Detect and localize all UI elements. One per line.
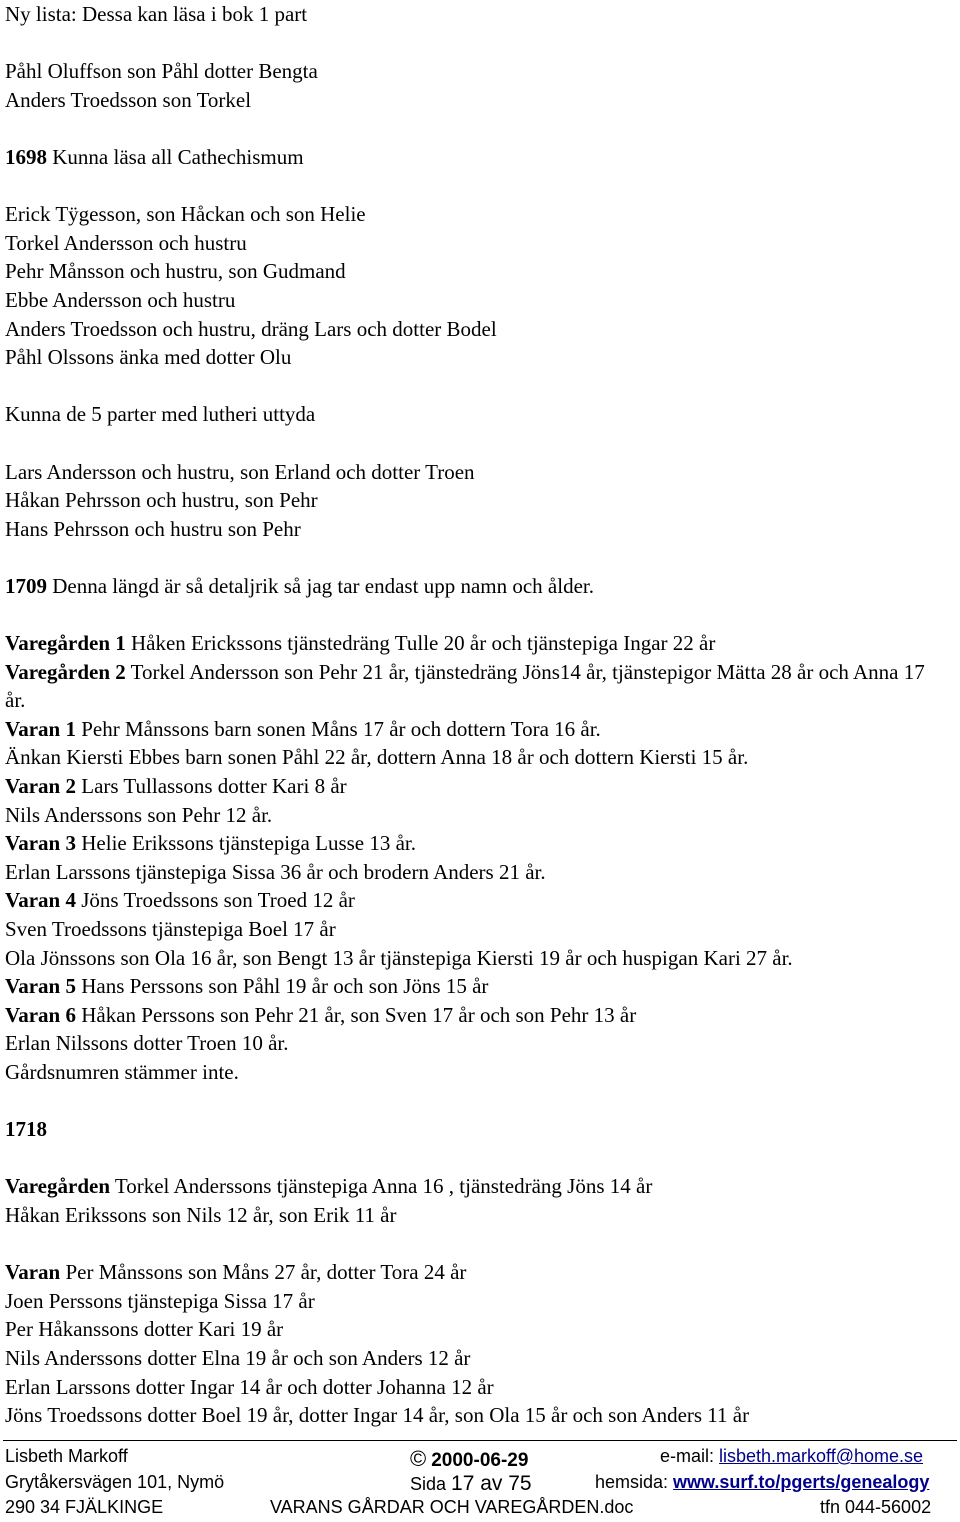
entry-text: Håken Erickssons tjänstedräng Tulle 20 år och tjänstepiga Ingar 22 år (125, 631, 716, 656)
entry-text: Torkel Anderssons tjänstepiga Anna 16 , tjänstedräng Jöns 14 år (110, 1174, 653, 1199)
page-of: av (474, 1472, 509, 1495)
footer-filename: VARANS GÅRDAR OCH VAREGÅRDEN.doc (270, 1497, 634, 1517)
year-1698: 1698 (5, 144, 47, 169)
reader-line: Påhl Olssons änka med dotter Olu (5, 345, 292, 370)
footer-phone: tfn 044-56002 (820, 1497, 932, 1517)
entry-text: Nils Anderssons son Pehr 12 år. (5, 802, 273, 827)
farm-label: Varegården 2 (5, 659, 126, 684)
entry-text: Erlan Larssons tjänstepiga Sissa 36 år och brodern Anders 21 år. (5, 859, 546, 884)
footer-author: Lisbeth Markoff (5, 1446, 128, 1466)
entry-text: Lars Tullassons dotter Kari 8 år (76, 774, 347, 799)
entry-line (5, 972, 955, 1001)
entry-text: Helie Erikssons tjänstepiga Lusse 13 år. (76, 831, 417, 856)
footer-date-group (410, 1446, 528, 1472)
footer-email-group (660, 1446, 923, 1467)
entry-line (5, 743, 955, 772)
reader-line: Torkel Andersson och hustru (5, 230, 247, 255)
document-body (5, 0, 955, 1430)
entry-line (5, 772, 955, 801)
entry-line (5, 829, 955, 858)
entry-line (5, 1029, 955, 1058)
year-1709: 1709 (5, 573, 47, 598)
entry-line (5, 1373, 955, 1402)
reader-line: Anders Troedsson son Torkel (5, 87, 252, 112)
entry-text: Gårdsnumren stämmer inte. (5, 1059, 239, 1084)
entry-line (5, 944, 935, 973)
page-total: 75 (508, 1472, 532, 1495)
farm-label: Varegården 1 (5, 631, 126, 656)
footer-divider (3, 1440, 957, 1441)
footer-date: 2000-06-29 (431, 1450, 529, 1471)
line-1698-text: Kunna läsa all Cathechismum (47, 144, 304, 169)
entry-text: Änkan Kiersti Ebbes barn sonen Påhl 22 år, dottern Anna 18 år och dottern Kiersti 15 år. (5, 745, 749, 770)
entry-line (5, 1058, 955, 1087)
reader-line: Ebbe Andersson och hustru (5, 287, 236, 312)
year-1718: 1718 (5, 1117, 47, 1142)
reader-line: Hans Pehrsson och hustru son Pehr (5, 516, 301, 541)
farm-label: Varan 6 (5, 1002, 76, 1027)
page-word: Sida (410, 1474, 452, 1494)
farm-label: Varan 1 (5, 716, 76, 741)
section-readers-part1 (5, 57, 955, 114)
entry-line (5, 1201, 955, 1230)
entry-line (5, 1287, 955, 1316)
document-heading: Ny lista: Dessa kan läsa i bok 1 part (5, 2, 308, 26)
entry-text: Torkel Andersson son Pehr 21 år, tjänstedräng Jöns14 år, tjänstepigor Mätta 28 år och Anna 17 år. (5, 659, 925, 713)
entry-line (5, 1172, 955, 1201)
farm-label: Varan 2 (5, 774, 76, 799)
entry-text: Håkan Erikssons son Nils 12 år, son Erik 11 år (5, 1202, 397, 1227)
entry-line (5, 915, 955, 944)
entry-line (5, 886, 955, 915)
entry-text: Erlan Larssons dotter Ingar 14 år och dotter Johanna 12 år (5, 1374, 494, 1399)
year-1709-line (5, 572, 955, 601)
entry-line (5, 801, 955, 830)
page-footer (0, 1440, 960, 1518)
entry-text: Nils Anderssons dotter Elna 19 år och son Anders 12 år (5, 1345, 471, 1370)
farm-label: Varan 3 (5, 831, 76, 856)
entry-text: Per Håkanssons dotter Kari 19 år (5, 1317, 284, 1342)
email-label: e-mail: (660, 1446, 720, 1466)
reader-line: Anders Troedsson och hustru, dräng Lars och dotter Bodel (5, 316, 497, 341)
entry-text: Pehr Månssons barn sonen Måns 17 år och dottern Tora 16 år. (76, 716, 601, 741)
entry-line (5, 1315, 955, 1344)
entry-text: Sven Troedssons tjänstepiga Boel 17 år (5, 917, 336, 941)
entry-line (5, 1401, 955, 1430)
year-1718-line (5, 1115, 955, 1144)
email-link[interactable]: lisbeth.markoff@home.se (719, 1446, 924, 1466)
entry-line (5, 1344, 955, 1373)
footer-homepage-group (595, 1472, 929, 1493)
reader-line: Påhl Oluffson son Påhl dotter Bengta (5, 59, 318, 84)
farm-label: Varan 5 (5, 974, 76, 999)
section-luther-readers (5, 458, 955, 544)
reader-line: Erick Tÿgesson, son Håckan och son Helie (5, 202, 366, 227)
farm-label: Varan (5, 1260, 61, 1285)
entry-text: Hans Perssons son Påhl 19 år och son Jöns 15 år (76, 974, 489, 999)
entry-line (5, 858, 955, 887)
entry-text: Per Månssons son Måns 27 år, dotter Tora 24 år (60, 1260, 467, 1285)
entry-text: Jöns Troedssons dotter Boel 19 år, dotter Ingar 14 år, son Ola 15 år och son Anders 11 år (5, 1403, 750, 1428)
entries-1718-varan (5, 1258, 955, 1430)
entries-1718-varegarden (5, 1172, 955, 1229)
entry-text: Joen Perssons tjänstepiga Sissa 17 år (5, 1288, 315, 1313)
entries-1709 (5, 629, 955, 1087)
page-current: 17 (451, 1472, 475, 1495)
footer-address: Grytåkersvägen 101, Nymö (5, 1472, 225, 1492)
entry-line (5, 715, 955, 744)
farm-label: Varegården (5, 1174, 110, 1199)
entry-line (5, 1001, 955, 1030)
farm-label: Varan 4 (5, 888, 76, 913)
kunna-line: Kunna de 5 parter med lutheri uttyda (5, 402, 316, 427)
entry-line (5, 629, 955, 658)
section-catechism-readers (5, 200, 955, 372)
entry-line (5, 658, 935, 715)
reader-line: Pehr Månsson och hustru, son Gudmand (5, 259, 346, 284)
entry-text: Ola Jönssons son Ola 16 år, son Bengt 13 år tjänstepiga Kiersti 19 år och huspigan Kari 27 år. (5, 945, 793, 970)
entry-text: Håkan Perssons son Pehr 21 år, son Sven 17 år och son Pehr 13 år (76, 1002, 637, 1027)
entry-text: Erlan Nilssons dotter Troen 10 år. (5, 1031, 289, 1056)
reader-line: Håkan Pehrsson och hustru, son Pehr (5, 488, 318, 513)
year-1698-line (5, 143, 955, 172)
footer-page-group (410, 1472, 532, 1496)
line-1709-text: Denna längd är så detaljrik så jag tar endast upp namn och ålder. (47, 573, 594, 598)
copyright-icon: © (410, 1446, 427, 1471)
homepage-link[interactable]: www.surf.to/pgerts/genealogy (673, 1472, 930, 1492)
entry-line (5, 1258, 955, 1287)
entry-text: Jöns Troedssons son Troed 12 år (76, 888, 355, 913)
homepage-label: hemsida: (595, 1472, 674, 1492)
footer-postal: 290 34 FJÄLKINGE (5, 1497, 164, 1517)
reader-line: Lars Andersson och hustru, son Erland och dotter Troen (5, 459, 475, 484)
